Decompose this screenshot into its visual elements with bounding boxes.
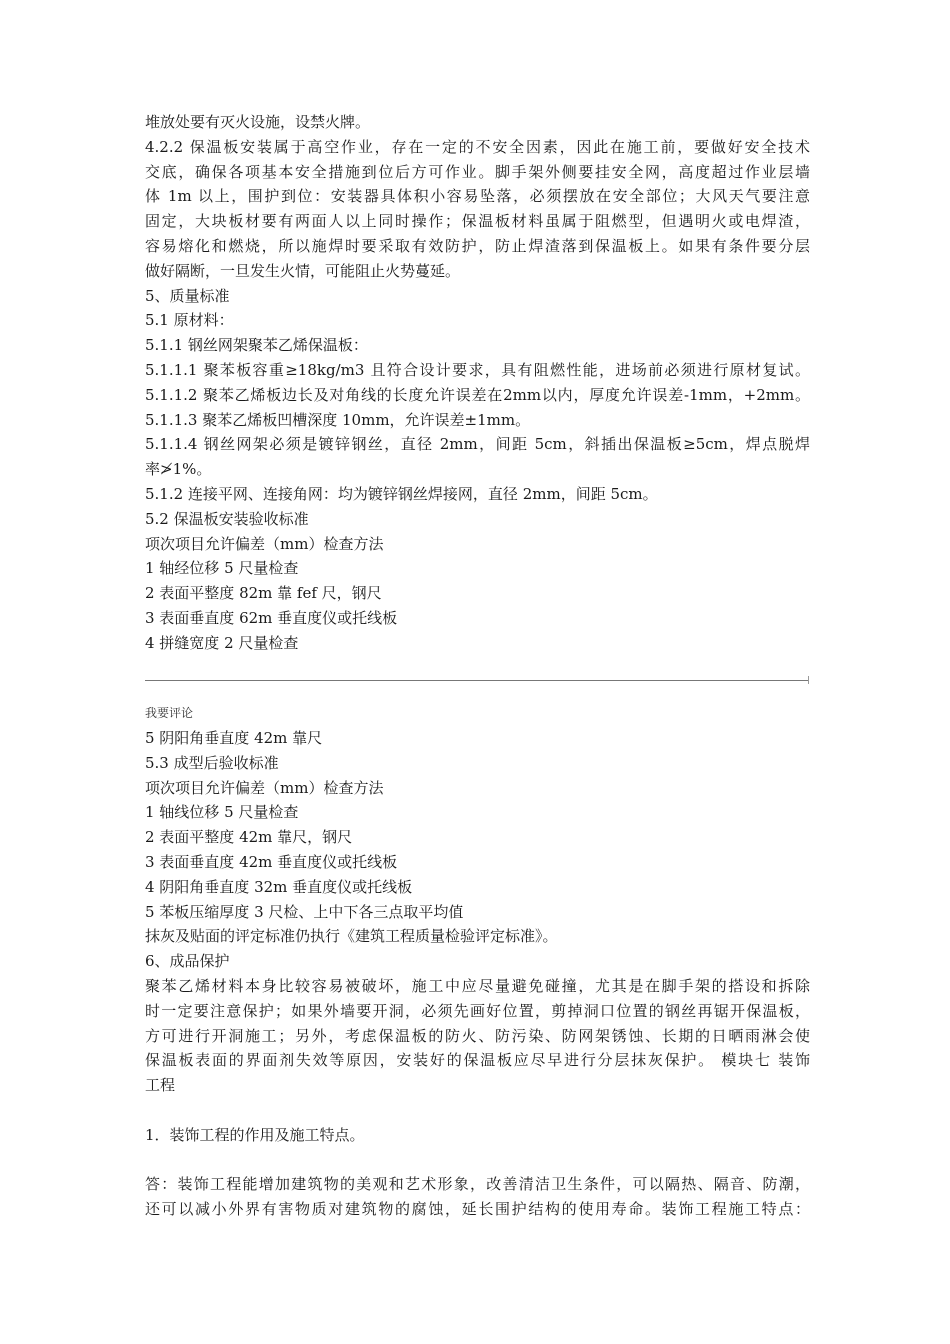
text-line: 1 轴线位移 5 尺量检查 [145,803,299,822]
text-line: 时一定要注意保护；如果外墙要开洞，必须先画好位置，剪掉洞口位置的钢丝再锯开保温板， [145,1001,810,1020]
text-line: 5 苯板压缩厚度 3 尺检、上中下各三点取平均值 [145,902,464,921]
text-line: 5.3 成型后验收标准 [145,753,279,772]
text-line: 5.1.2 连接平网、连接角网：均为镀锌钢丝焊接网，直径 2mm，间距 5cm。 [145,484,658,503]
text-line: 项次项目允许偏差（mm）检查方法 [145,534,384,553]
text-line: 还可以减小外界有害物质对建筑物的腐蚀，延长围护结构的使用寿命。装饰工程施工特点： [145,1200,810,1219]
text-line: 2 表面平整度 42m 靠尺，钢尺 [145,828,353,847]
text-line: 固定，大块板材要有两面人以上同时操作；保温板材料虽属于阻燃型，但遇明火或电焊渣， [145,212,810,231]
comment-link[interactable]: 我要评论 [145,706,194,720]
text-line: 做好隔断，一旦发生火情，可能阻止火势蔓延。 [145,261,461,280]
text-line: 抹灰及贴面的评定标准仍执行《建筑工程质量检验评定标准》。 [145,927,558,946]
text-line: 堆放处要有灭火设施，设禁火牌。 [145,113,371,131]
text-line: 1 轴经位移 5 尺量检查 [145,559,299,578]
text-line: 方可进行开洞施工；另外，考虑保温板的防火、防污染、防网架锈蚀、长期的日晒雨淋会使 [145,1026,810,1045]
text-line: 交底，确保各项基本安全措施到位后方可作业。脚手架外侧要挂安全网，高度超过作业层墙 [145,162,810,181]
text-line: 5.1.1.2 聚苯乙烯板边长及对角线的长度允许误差在2mm以内，厚度允许误差-1mm，+2mm。 [145,385,810,404]
text-line: 5.1.1.3 聚苯乙烯板凹槽深度 10mm，允许误差±1mm。 [145,410,531,429]
text-line: 6、成品保护 [145,952,230,971]
text-line: 5、质量标准 [145,286,230,305]
document-body-bottom [145,726,810,1222]
text-line: 3 表面垂直度 62m 垂直度仪或托线板 [145,608,398,627]
divider-end-mark [806,676,809,684]
text-line: 5.1.1 钢丝网架聚苯乙烯保温板： [145,336,368,355]
text-line: 5.2 保温板安装验收标准 [145,509,309,528]
text-line: 工程 [145,1076,176,1095]
text-line: 答：装饰工程能增加建筑物的美观和艺术形象，改善清洁卫生条件，可以隔热、隔音、防潮， [145,1175,810,1194]
text-line: 2 表面平整度 82m 靠 fef 尺，钢尺 [145,584,382,603]
text-line: 1．装饰工程的作用及施工特点。 [145,1125,365,1144]
text-line: 5.1.1.4 钢丝网架必须是镀锌钢丝，直径 2mm，间距 5cm，斜插出保温板≥5cm，焊点脱焊 [145,435,810,454]
text-line: 容易熔化和燃烧，所以施焊时要采取有效防护，防止焊渣落到保温板上。如果有条件要分层 [145,236,810,255]
text-line: 4.2.2 保温板安装属于高空作业，存在一定的不安全因素，因此在施工前，要做好安全技术 [145,137,810,156]
text-line: 4 阴阳角垂直度 32m 垂直度仪或托线板 [145,877,413,896]
text-line: 率≯1%。 [145,460,212,479]
blank-line [145,1098,810,1123]
text-line: 5.1.1.1 聚苯板容重≥18kg/m3 且符合设计要求，具有阻燃性能，进场前必须进行原材复试。 [145,360,810,379]
text-line: 项次项目允许偏差（mm）检查方法 [145,778,384,797]
text-line: 3 表面垂直度 42m 垂直度仪或托线板 [145,852,398,871]
text-line: 聚苯乙烯材料本身比较容易被破坏，施工中应尽量避免碰撞，尤其是在脚手架的搭设和拆除 [145,976,810,995]
blank-line [145,1148,810,1173]
text-line: 5 阴阳角垂直度 42m 靠尺 [145,729,323,747]
text-line: 5.1 原材料： [145,311,234,330]
text-line: 4 拼缝宽度 2 尺量检查 [145,633,299,652]
document-body-top [145,110,810,656]
text-line: 保温板表面的界面剂失效等原因，安装好的保温板应尽早进行分层抹灰保护。 模块七 装饰 [145,1051,810,1070]
horizontal-divider [145,680,808,681]
text-line: 体 1m 以上，围护到位：安装器具体积小容易坠落，必须摆放在安全部位；大风天气要注意 [145,187,810,206]
